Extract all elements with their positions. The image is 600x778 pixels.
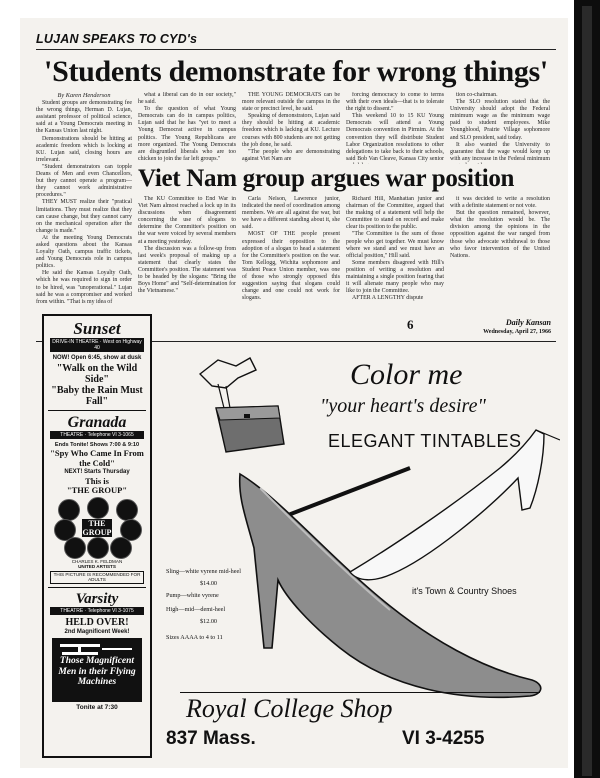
ad-spec-price: $12.00	[200, 618, 218, 625]
portrait-face	[87, 537, 109, 559]
listing-divider	[48, 587, 146, 588]
story2-paragraph: AFTER A LENGTHY dispute	[352, 295, 424, 302]
varsity-subtitle: THEATRE · Telephone VI 3-1075	[50, 607, 144, 615]
flying-machines-title: Those Magnificent Men in their Flying Machines	[58, 656, 136, 687]
publication-name: Daily Kansan	[505, 318, 551, 327]
varsity-held-over: HELD OVER!	[65, 616, 129, 628]
varsity-second-week: 2nd Magnificent Week!	[64, 628, 130, 635]
granada-the-group: "THE GROUP"	[66, 484, 128, 495]
granada-this-is: This is	[85, 475, 109, 486]
portrait-face	[87, 497, 109, 519]
ad-spec-sizes: Sizes AAAA to 4 to 11	[166, 634, 223, 641]
group-poster-label: THE GROUP	[82, 518, 112, 537]
story2-column-1	[138, 196, 236, 318]
story1-paragraph: THEY MUST realize their "pratical limitations. They must realize that they can cause change, but they cannot carry on the mechanical operation after the change is made."	[36, 199, 132, 234]
story1-paragraph: what a liberal can do in our society," he said.	[138, 92, 236, 106]
headline-viet-nam: Viet Nam group argues war position	[138, 165, 515, 192]
ad-spec-heel: High—mid—demi-heel	[166, 606, 226, 613]
ad-store-name: Royal College Shop	[186, 694, 393, 723]
story2-column-2	[242, 196, 340, 318]
newspaper-page	[20, 18, 568, 768]
story2-paragraph: The KU Committee to End War in Viet Nam almost reached a lock up in its discussions when disagreement concerning the use of slogans to determine the Committee's position on the war were voiced by several members at a meeting yesterday.	[138, 196, 236, 245]
story-kicker: LUJAN SPEAKS TO CYD's	[36, 32, 198, 46]
story1-paragraph: The SLO resolution stated that the University should adopt the Federal minimum wage as the minimum wage paid to student employees. Mike Youngblood, Prairie Village sophomore and SLO president, said today.	[450, 99, 550, 141]
story2-paragraph: Some members disagreed with Hill's position of writing a resolution and maintaining a single position fearing that it will alienate many people who may like to join the Committee.	[346, 259, 444, 295]
ad-product-name: ELEGANT TINTABLES	[328, 431, 522, 451]
story1-paragraph: Student groups are demonstrating fee the wrong things, Herman D. Lujan, assistant professor of political science, said at a Young Democrats meeting in the Kansas Union last night.	[36, 100, 132, 135]
sunset-subtitle: DRIVE-IN THEATRE · West on Highway 40	[50, 338, 144, 352]
ad-brand: it's Town & Country Shoes	[412, 586, 517, 596]
story2-paragraph: The discussion was a follow-up from last week's proposal of making up a statement that clearly states the Committee's position. The statement was to be headed by the slogans: "Bring the Boys Home" and "Self-determination for the Vietnamese."	[138, 245, 236, 295]
the-group-poster-art	[54, 497, 140, 557]
story1-paragraph: To the question of what Young Democrats can do in campus politics, Lujan said that he has "yet to meet a Young Democrat active in campus politics. The Young Republicans are more organized. The Young Democrats are disgruntled liberals who are too chicken to join the far left groups."	[138, 106, 236, 162]
movie-listings	[42, 314, 152, 758]
story1-column-1	[36, 92, 132, 318]
ad-divider	[180, 692, 540, 693]
scan-edge	[574, 0, 600, 778]
granada-subtitle: THEATRE · Telephone VI 3-1065	[50, 431, 144, 439]
granada-producer: CHARLES K. FELDMAN	[71, 558, 123, 564]
headline-students: 'Students demonstrate for wrong things'	[44, 55, 548, 88]
flying-machines-poster-art	[52, 638, 142, 702]
ad-headline-desire: "your heart's desire"	[320, 395, 486, 417]
story1-paragraph: tion co-chairman.	[456, 92, 498, 98]
ad-spec-pump: Pump—white vyrene	[166, 592, 219, 599]
story1-column-3	[242, 92, 340, 164]
story1-paragraph: This weekend 10 to 15 KU Young Democrats will attend a Young Democrats convention in Pirmim. At the convention they will distribute Student Labor Organization resolutions to other delegations to take back to their schools, said Bob Van Cleave, Kansas City senior	[346, 113, 444, 162]
publication-date: Wednesday, April 27, 1966	[483, 329, 551, 335]
sunset-feature-1: "Walk on the Wild Side"	[56, 362, 138, 385]
story1-paragraph: "Student demonstrators can topple Deans of Men and even Chancellors, but they cannot operate a program—they cannot work administrative procedures."	[36, 163, 132, 199]
varsity-showtime: Tonite at 7:30	[76, 704, 118, 711]
story2-paragraph: Richard Hill, Manhattan junior and chairman of the Committee, argued that the making of a statement will help the Committee to stand on record and make clear its position to the public.	[346, 196, 444, 231]
story1-paragraph: Speaking of demonstrators, Lujan said they should be hitting at academic freedom which is lacking at KU. Lecture courses with 800 students are not getting the job done, he said.	[242, 113, 340, 148]
portrait-face	[64, 537, 86, 559]
story1-paragraph: It also wanted the University to guarantee that the wage would keep up with any increase in the Federal minimum	[450, 141, 550, 162]
kicker-rule	[36, 49, 556, 50]
granada-logo: Granada	[67, 413, 127, 431]
story1-paragraph: Demonstrations should be hitting at academic freedom which is locking at KU. Lujan said, closing hours are irrelevant.	[36, 135, 132, 163]
purse-icon	[216, 406, 284, 452]
story1-column-4	[346, 92, 444, 164]
portrait-face	[110, 537, 132, 559]
story1-column-5	[450, 92, 550, 164]
listing-divider	[48, 410, 146, 411]
byline: By Karen Henderson	[57, 92, 111, 99]
story1-paragraph: THE YOUNG DEMOCRATS can be more relevant outside the campus in the state or precinct level, he said.	[242, 92, 340, 113]
story2-column-4	[450, 196, 550, 296]
sunset-logo: Sunset	[73, 319, 121, 338]
white-sling-shoe-icon	[350, 430, 560, 580]
hand-icon	[200, 358, 256, 408]
story2-paragraph: MOST OF THE people present expressed their opposition to the adoption of a slogan to head a statement for the Committee's position on the war. Tom Kellogg, Wichita sophomore and Student Peace Union member, was one of those who strongly opposed this suggestion saying that slogans could change and one could not work for slogans.	[242, 231, 340, 302]
granada-next: NEXT! Starts Thursday	[64, 469, 130, 475]
story1-column-2	[138, 92, 236, 164]
story2-paragraph: "The Committee is the sum of those people who get together. We must know where we stand and we must have an official position," Hill said.	[346, 231, 444, 259]
story1-paragraph: At the meeting Young Democrats asked questions about the Kansas Loyalty Oath, campus traffic tickets, and Young Democrats role in campus politics.	[36, 234, 132, 270]
story2-paragraph: But the question remained, however, what the resolution would be. The division among the opinions in the opposition against the war ranged from those who advocate withdrawal to those who favor intervention of the United Nations.	[450, 210, 550, 259]
ad-spec-sling: Sling—white vyrene mid-heel	[166, 568, 241, 575]
story2-paragraph: Carla Nelson, Lawrence junior, indicated the need of coordination among members. We are all against the war, but we have a different standing about it, she said.	[242, 196, 340, 231]
granada-adult-note: THIS PICTURE IS RECOMMENDED FOR ADULTS	[50, 571, 144, 584]
ad-store-phone: VI 3-4255	[402, 728, 485, 749]
varsity-logo: Varsity	[75, 590, 119, 607]
granada-ends: Ends Tonite! Shows 7:00 & 9:10	[54, 441, 140, 448]
page-number: 6	[407, 317, 414, 332]
sunset-hours: NOW! Open 6:45, show at dusk	[52, 355, 142, 361]
ad-spec-price: $14.00	[200, 580, 218, 587]
story1-paragraph: He said the Kansas Loyalty Oath, which he was required to sign in order to be hired, was "unoperational." Lujan said he was a compromiser and worked from within. "That is my idea of	[36, 270, 132, 305]
portrait-face	[116, 499, 138, 521]
sunset-feature-2: "Baby the Rain Must Fall"	[51, 384, 143, 407]
portrait-face	[58, 499, 80, 521]
story2-paragraph: it was decided to write a resolution with a definite statement or not vote.	[450, 196, 550, 210]
story1-paragraph: forcing democracy to come to terms with their own ideals—that is to tolerate the right to dissent."	[346, 92, 444, 113]
story2-column-3	[346, 196, 444, 318]
granada-distributor: UNITED ARTISTS	[78, 564, 116, 569]
granada-feature: "Spy Who Came In From the Cold"	[50, 448, 144, 468]
shoe-advertisement	[160, 348, 560, 758]
story1-paragraph: "The people who are demonstrating against Viet Nam are	[242, 148, 340, 162]
ad-store-address: 837 Mass.	[166, 728, 256, 749]
ad-headline-color-me: Color me	[350, 358, 463, 391]
